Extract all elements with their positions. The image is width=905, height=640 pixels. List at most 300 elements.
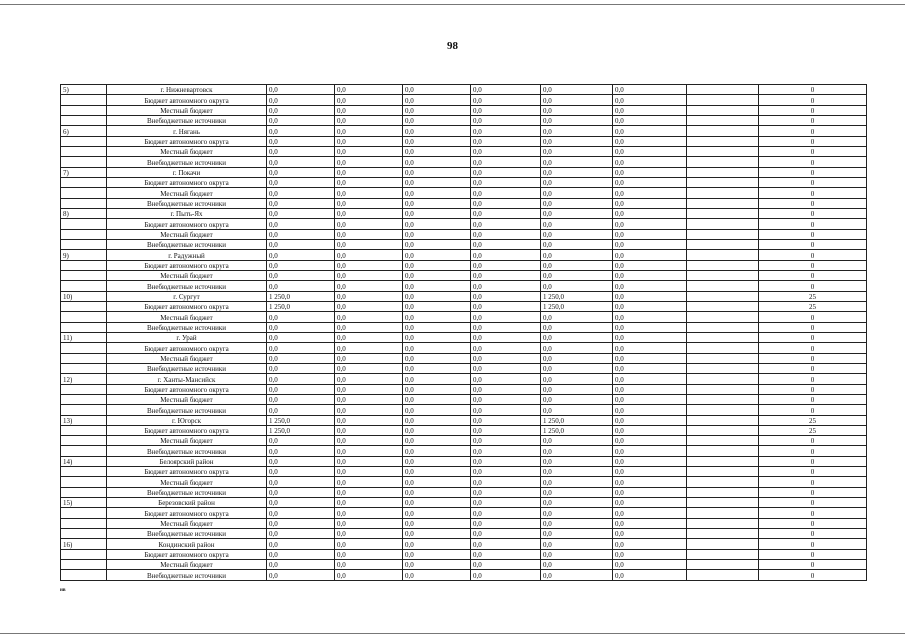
row-number xyxy=(61,188,107,198)
value-col-3: 0,0 xyxy=(403,115,471,125)
row-label: Бюджет автономного округа xyxy=(107,177,267,187)
row-number: 10) xyxy=(61,291,107,301)
value-col-5: 1 250,0 xyxy=(541,301,613,311)
value-col-2: 0,0 xyxy=(335,291,403,301)
value-col-2: 0,0 xyxy=(335,539,403,549)
value-col-8: 25 xyxy=(759,415,867,425)
value-col-7 xyxy=(687,219,759,229)
value-col-4: 0,0 xyxy=(471,436,541,446)
value-col-5: 0,0 xyxy=(541,570,613,581)
table-row xyxy=(61,167,867,177)
value-col-6: 0,0 xyxy=(613,363,687,373)
value-col-7 xyxy=(687,229,759,239)
value-col-6: 0,0 xyxy=(613,105,687,115)
row-number xyxy=(61,436,107,446)
row-number xyxy=(61,115,107,125)
value-col-7 xyxy=(687,549,759,559)
value-col-2: 0,0 xyxy=(335,239,403,249)
value-col-7 xyxy=(687,270,759,280)
value-col-6: 0,0 xyxy=(613,384,687,394)
value-col-5: 0,0 xyxy=(541,281,613,291)
value-col-1: 0,0 xyxy=(267,529,335,539)
value-col-3: 0,0 xyxy=(403,260,471,270)
value-col-8: 0 xyxy=(759,146,867,156)
value-col-7 xyxy=(687,518,759,528)
value-col-5: 0,0 xyxy=(541,477,613,487)
value-col-3: 0,0 xyxy=(403,363,471,373)
table-row xyxy=(61,394,867,404)
table-row xyxy=(61,250,867,260)
value-col-4: 0,0 xyxy=(471,363,541,373)
value-col-5: 0,0 xyxy=(541,343,613,353)
value-col-4: 0,0 xyxy=(471,136,541,146)
value-col-8: 0 xyxy=(759,312,867,322)
row-label: Бюджет автономного округа xyxy=(107,425,267,435)
table-row xyxy=(61,498,867,508)
value-col-6: 0,0 xyxy=(613,115,687,125)
row-label: Бюджет автономного округа xyxy=(107,95,267,105)
value-col-2: 0,0 xyxy=(335,518,403,528)
value-col-8: 0 xyxy=(759,167,867,177)
value-col-3: 0,0 xyxy=(403,198,471,208)
value-col-2: 0,0 xyxy=(335,250,403,260)
value-col-6: 0,0 xyxy=(613,498,687,508)
value-col-1: 0,0 xyxy=(267,374,335,384)
value-col-5: 0,0 xyxy=(541,394,613,404)
value-col-8: 0 xyxy=(759,198,867,208)
row-number: 8) xyxy=(61,208,107,218)
row-label: Местный бюджет xyxy=(107,477,267,487)
value-col-4: 0,0 xyxy=(471,477,541,487)
row-number: 11) xyxy=(61,332,107,342)
row-number xyxy=(61,477,107,487)
value-col-1: 0,0 xyxy=(267,177,335,187)
value-col-7 xyxy=(687,384,759,394)
value-col-5: 0,0 xyxy=(541,146,613,156)
value-col-7 xyxy=(687,332,759,342)
value-col-7 xyxy=(687,136,759,146)
row-label: Бюджет автономного округа xyxy=(107,219,267,229)
row-label: Местный бюджет xyxy=(107,518,267,528)
value-col-6: 0,0 xyxy=(613,198,687,208)
value-col-7 xyxy=(687,487,759,497)
value-col-1: 0,0 xyxy=(267,477,335,487)
value-col-3: 0,0 xyxy=(403,239,471,249)
value-col-7 xyxy=(687,394,759,404)
value-col-5: 0,0 xyxy=(541,322,613,332)
value-col-8: 0 xyxy=(759,353,867,363)
value-col-5: 0,0 xyxy=(541,467,613,477)
value-col-6: 0,0 xyxy=(613,208,687,218)
value-col-3: 0,0 xyxy=(403,312,471,322)
value-col-6: 0,0 xyxy=(613,167,687,177)
table-row xyxy=(61,136,867,146)
value-col-6: 0,0 xyxy=(613,157,687,167)
row-number: 7) xyxy=(61,167,107,177)
value-col-3: 0,0 xyxy=(403,229,471,239)
value-col-3: 0,0 xyxy=(403,95,471,105)
value-col-3: 0,0 xyxy=(403,446,471,456)
value-col-8: 0 xyxy=(759,436,867,446)
value-col-3: 0,0 xyxy=(403,322,471,332)
row-number xyxy=(61,146,107,156)
value-col-4: 0,0 xyxy=(471,291,541,301)
value-col-4: 0,0 xyxy=(471,467,541,477)
value-col-7 xyxy=(687,167,759,177)
value-col-5: 0,0 xyxy=(541,95,613,105)
value-col-6: 0,0 xyxy=(613,146,687,156)
value-col-8: 0 xyxy=(759,281,867,291)
value-col-2: 0,0 xyxy=(335,570,403,581)
value-col-4: 0,0 xyxy=(471,85,541,95)
value-col-1: 1 250,0 xyxy=(267,291,335,301)
value-col-6: 0,0 xyxy=(613,529,687,539)
value-col-6: 0,0 xyxy=(613,332,687,342)
value-col-5: 0,0 xyxy=(541,239,613,249)
value-col-8: 0 xyxy=(759,560,867,570)
row-number: 16) xyxy=(61,539,107,549)
value-col-1: 0,0 xyxy=(267,85,335,95)
value-col-7 xyxy=(687,260,759,270)
value-col-8: 0 xyxy=(759,270,867,280)
value-col-6: 0,0 xyxy=(613,270,687,280)
row-number xyxy=(61,467,107,477)
value-col-5: 0,0 xyxy=(541,126,613,136)
value-col-7 xyxy=(687,281,759,291)
value-col-2: 0,0 xyxy=(335,146,403,156)
value-col-8: 0 xyxy=(759,219,867,229)
value-col-1: 0,0 xyxy=(267,229,335,239)
value-col-4: 0,0 xyxy=(471,549,541,559)
value-col-5: 0,0 xyxy=(541,270,613,280)
value-col-5: 0,0 xyxy=(541,260,613,270)
row-number xyxy=(61,570,107,581)
row-number xyxy=(61,508,107,518)
value-col-6: 0,0 xyxy=(613,560,687,570)
value-col-2: 0,0 xyxy=(335,477,403,487)
row-number xyxy=(61,239,107,249)
table-row xyxy=(61,518,867,528)
value-col-5: 0,0 xyxy=(541,518,613,528)
value-col-5: 0,0 xyxy=(541,115,613,125)
value-col-6: 0,0 xyxy=(613,85,687,95)
value-col-6: 0,0 xyxy=(613,539,687,549)
value-col-3: 0,0 xyxy=(403,177,471,187)
row-number xyxy=(61,363,107,373)
row-number: 12) xyxy=(61,374,107,384)
value-col-8: 0 xyxy=(759,539,867,549)
value-col-6: 0,0 xyxy=(613,95,687,105)
table-row xyxy=(61,95,867,105)
value-col-8: 0 xyxy=(759,208,867,218)
value-col-5: 0,0 xyxy=(541,219,613,229)
value-col-1: 0,0 xyxy=(267,549,335,559)
row-label: г. Радужный xyxy=(107,250,267,260)
row-label: Местный бюджет xyxy=(107,394,267,404)
value-col-6: 0,0 xyxy=(613,549,687,559)
value-col-2: 0,0 xyxy=(335,219,403,229)
value-col-3: 0,0 xyxy=(403,157,471,167)
value-col-1: 1 250,0 xyxy=(267,415,335,425)
value-col-3: 0,0 xyxy=(403,549,471,559)
table-row xyxy=(61,477,867,487)
value-col-4: 0,0 xyxy=(471,560,541,570)
row-label: Березовский район xyxy=(107,498,267,508)
value-col-8: 25 xyxy=(759,425,867,435)
value-col-2: 0,0 xyxy=(335,270,403,280)
value-col-2: 0,0 xyxy=(335,85,403,95)
value-col-5: 0,0 xyxy=(541,136,613,146)
value-col-1: 0,0 xyxy=(267,487,335,497)
row-label: Местный бюджет xyxy=(107,270,267,280)
row-number xyxy=(61,425,107,435)
value-col-2: 0,0 xyxy=(335,208,403,218)
row-number xyxy=(61,136,107,146)
value-col-8: 0 xyxy=(759,260,867,270)
table-row xyxy=(61,157,867,167)
value-col-5: 0,0 xyxy=(541,363,613,373)
value-col-8: 0 xyxy=(759,477,867,487)
value-col-4: 0,0 xyxy=(471,229,541,239)
value-col-7 xyxy=(687,291,759,301)
value-col-7 xyxy=(687,250,759,260)
value-col-7 xyxy=(687,126,759,136)
table-row xyxy=(61,508,867,518)
value-col-4: 0,0 xyxy=(471,167,541,177)
value-col-3: 0,0 xyxy=(403,456,471,466)
row-number xyxy=(61,270,107,280)
value-col-7 xyxy=(687,343,759,353)
value-col-3: 0,0 xyxy=(403,570,471,581)
value-col-3: 0,0 xyxy=(403,208,471,218)
value-col-4: 0,0 xyxy=(471,95,541,105)
value-col-3: 0,0 xyxy=(403,394,471,404)
value-col-5: 0,0 xyxy=(541,105,613,115)
value-col-2: 0,0 xyxy=(335,188,403,198)
value-col-7 xyxy=(687,312,759,322)
value-col-5: 0,0 xyxy=(541,208,613,218)
row-label: Внебюджетные источники xyxy=(107,239,267,249)
value-col-8: 0 xyxy=(759,188,867,198)
value-col-1: 0,0 xyxy=(267,446,335,456)
value-col-1: 0,0 xyxy=(267,570,335,581)
row-label: Внебюджетные источники xyxy=(107,281,267,291)
table-row xyxy=(61,570,867,581)
table-body xyxy=(61,85,867,581)
row-number xyxy=(61,229,107,239)
value-col-3: 0,0 xyxy=(403,487,471,497)
value-col-2: 0,0 xyxy=(335,508,403,518)
value-col-5: 0,0 xyxy=(541,229,613,239)
table-row xyxy=(61,146,867,156)
row-label: Внебюджетные источники xyxy=(107,487,267,497)
value-col-4: 0,0 xyxy=(471,281,541,291)
value-col-7 xyxy=(687,477,759,487)
row-number xyxy=(61,95,107,105)
value-col-8: 0 xyxy=(759,157,867,167)
row-label: Внебюджетные источники xyxy=(107,115,267,125)
value-col-4: 0,0 xyxy=(471,115,541,125)
value-col-5: 0,0 xyxy=(541,498,613,508)
value-col-2: 0,0 xyxy=(335,177,403,187)
value-col-2: 0,0 xyxy=(335,560,403,570)
value-col-3: 0,0 xyxy=(403,415,471,425)
value-col-4: 0,0 xyxy=(471,198,541,208)
value-col-8: 0 xyxy=(759,332,867,342)
value-col-4: 0,0 xyxy=(471,126,541,136)
value-col-6: 0,0 xyxy=(613,281,687,291)
value-col-4: 0,0 xyxy=(471,312,541,322)
value-col-8: 0 xyxy=(759,343,867,353)
value-col-4: 0,0 xyxy=(471,177,541,187)
value-col-5: 0,0 xyxy=(541,188,613,198)
value-col-8: 0 xyxy=(759,322,867,332)
row-label: Кондинский район xyxy=(107,539,267,549)
value-col-2: 0,0 xyxy=(335,487,403,497)
value-col-4: 0,0 xyxy=(471,301,541,311)
value-col-4: 0,0 xyxy=(471,570,541,581)
row-label: г. Югорск xyxy=(107,415,267,425)
value-col-3: 0,0 xyxy=(403,281,471,291)
value-col-1: 0,0 xyxy=(267,498,335,508)
value-col-2: 0,0 xyxy=(335,425,403,435)
value-col-7 xyxy=(687,85,759,95)
value-col-3: 0,0 xyxy=(403,405,471,415)
value-col-4: 0,0 xyxy=(471,425,541,435)
value-col-1: 0,0 xyxy=(267,239,335,249)
value-col-1: 0,0 xyxy=(267,126,335,136)
row-number: 5) xyxy=(61,85,107,95)
row-number xyxy=(61,322,107,332)
value-col-6: 0,0 xyxy=(613,301,687,311)
value-col-5: 0,0 xyxy=(541,198,613,208)
value-col-7 xyxy=(687,374,759,384)
value-col-3: 0,0 xyxy=(403,508,471,518)
value-col-5: 0,0 xyxy=(541,456,613,466)
value-col-7 xyxy=(687,446,759,456)
row-label: Местный бюджет xyxy=(107,353,267,363)
value-col-2: 0,0 xyxy=(335,405,403,415)
value-col-6: 0,0 xyxy=(613,343,687,353)
value-col-6: 0,0 xyxy=(613,570,687,581)
value-col-7 xyxy=(687,498,759,508)
value-col-4: 0,0 xyxy=(471,394,541,404)
value-col-4: 0,0 xyxy=(471,146,541,156)
value-col-3: 0,0 xyxy=(403,529,471,539)
page-edge-top xyxy=(0,4,905,5)
value-col-5: 0,0 xyxy=(541,384,613,394)
value-col-6: 0,0 xyxy=(613,436,687,446)
value-col-4: 0,0 xyxy=(471,260,541,270)
value-col-6: 0,0 xyxy=(613,177,687,187)
value-col-1: 0,0 xyxy=(267,560,335,570)
value-col-7 xyxy=(687,177,759,187)
value-col-1: 0,0 xyxy=(267,467,335,477)
value-col-7 xyxy=(687,539,759,549)
value-col-8: 0 xyxy=(759,446,867,456)
table-row xyxy=(61,85,867,95)
value-col-4: 0,0 xyxy=(471,529,541,539)
value-col-5: 0,0 xyxy=(541,549,613,559)
value-col-8: 0 xyxy=(759,467,867,477)
table-row xyxy=(61,105,867,115)
table-row xyxy=(61,322,867,332)
value-col-6: 0,0 xyxy=(613,487,687,497)
value-col-6: 0,0 xyxy=(613,394,687,404)
value-col-7 xyxy=(687,301,759,311)
value-col-4: 0,0 xyxy=(471,322,541,332)
value-col-3: 0,0 xyxy=(403,146,471,156)
value-col-5: 0,0 xyxy=(541,508,613,518)
value-col-1: 0,0 xyxy=(267,167,335,177)
row-number xyxy=(61,219,107,229)
row-label: Местный бюджет xyxy=(107,188,267,198)
value-col-4: 0,0 xyxy=(471,332,541,342)
value-col-1: 0,0 xyxy=(267,146,335,156)
value-col-1: 0,0 xyxy=(267,456,335,466)
value-col-2: 0,0 xyxy=(335,157,403,167)
table-row xyxy=(61,219,867,229)
value-col-7 xyxy=(687,570,759,581)
value-col-4: 0,0 xyxy=(471,157,541,167)
value-col-1: 0,0 xyxy=(267,384,335,394)
budget-table-container xyxy=(60,84,866,581)
value-col-6: 0,0 xyxy=(613,467,687,477)
value-col-8: 0 xyxy=(759,456,867,466)
value-col-5: 1 250,0 xyxy=(541,425,613,435)
table-row xyxy=(61,126,867,136)
value-col-5: 0,0 xyxy=(541,446,613,456)
value-col-7 xyxy=(687,425,759,435)
value-col-2: 0,0 xyxy=(335,301,403,311)
value-col-8: 0 xyxy=(759,136,867,146)
value-col-4: 0,0 xyxy=(471,188,541,198)
value-col-8: 0 xyxy=(759,549,867,559)
value-col-5: 0,0 xyxy=(541,374,613,384)
value-col-2: 0,0 xyxy=(335,332,403,342)
value-col-6: 0,0 xyxy=(613,312,687,322)
value-col-5: 0,0 xyxy=(541,177,613,187)
row-label: Внебюджетные источники xyxy=(107,446,267,456)
row-number: 13) xyxy=(61,415,107,425)
value-col-6: 0,0 xyxy=(613,260,687,270)
table-row xyxy=(61,415,867,425)
value-col-4: 0,0 xyxy=(471,405,541,415)
value-col-7 xyxy=(687,105,759,115)
row-label: Бюджет автономного округа xyxy=(107,467,267,477)
value-col-7 xyxy=(687,146,759,156)
value-col-5: 0,0 xyxy=(541,167,613,177)
value-col-8: 0 xyxy=(759,384,867,394)
table-row xyxy=(61,270,867,280)
value-col-2: 0,0 xyxy=(335,456,403,466)
row-label: г. Нижневартовск xyxy=(107,85,267,95)
value-col-3: 0,0 xyxy=(403,126,471,136)
value-col-6: 0,0 xyxy=(613,446,687,456)
value-col-3: 0,0 xyxy=(403,291,471,301)
value-col-5: 1 250,0 xyxy=(541,415,613,425)
row-label: Бюджет автономного округа xyxy=(107,343,267,353)
value-col-2: 0,0 xyxy=(335,549,403,559)
value-col-3: 0,0 xyxy=(403,332,471,342)
value-col-8: 0 xyxy=(759,529,867,539)
value-col-8: 0 xyxy=(759,487,867,497)
row-number xyxy=(61,560,107,570)
value-col-3: 0,0 xyxy=(403,85,471,95)
value-col-8: 0 xyxy=(759,95,867,105)
value-col-8: 0 xyxy=(759,374,867,384)
value-col-3: 0,0 xyxy=(403,436,471,446)
